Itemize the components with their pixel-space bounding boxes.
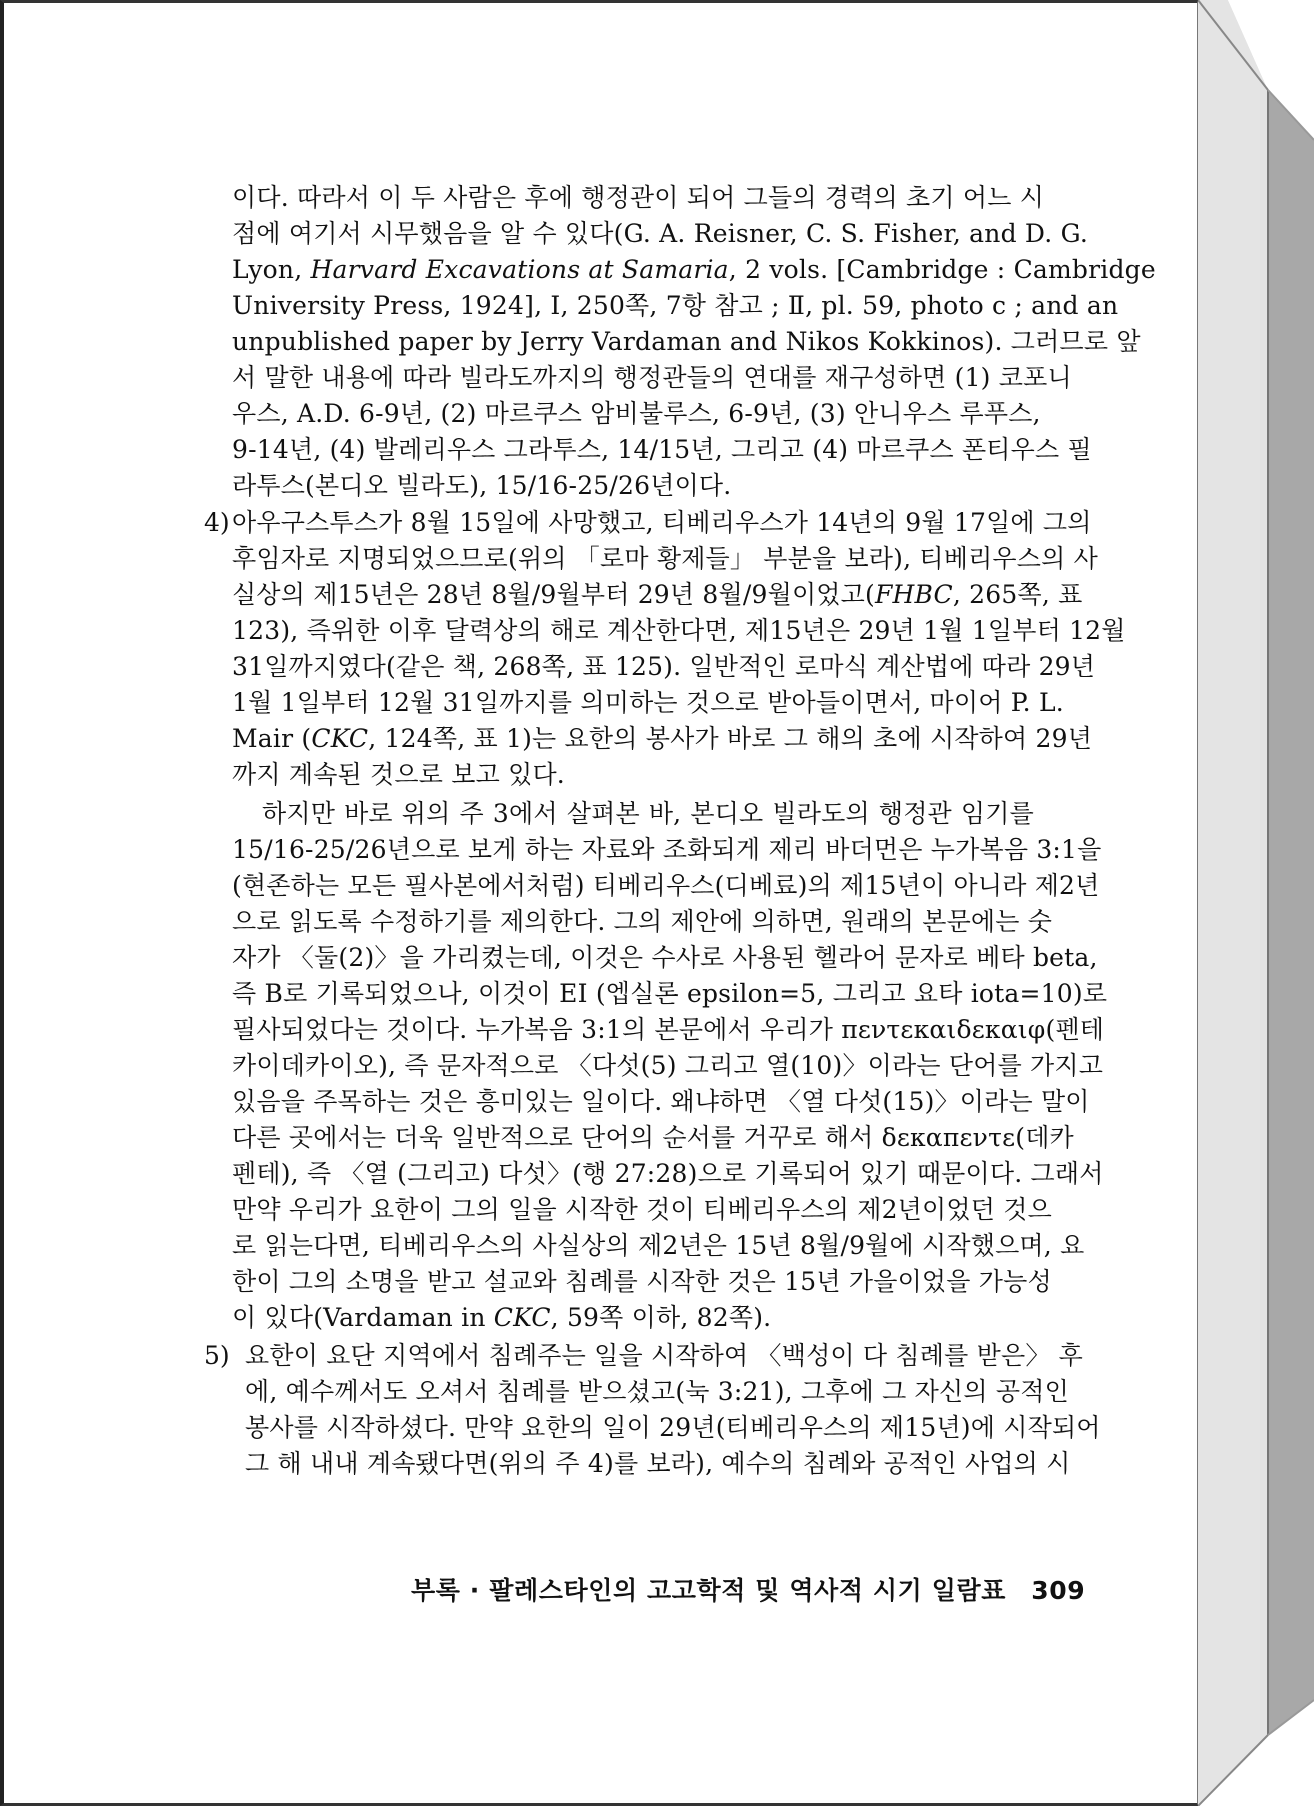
running-footer — [411, 1573, 1085, 1609]
note4-line: 로 읽는다면, 티베리우스의 사실상의 제2년은 15년 8월/9월에 시작했으며, 요 — [232, 1231, 1085, 1260]
note3-line: 우스, A.D. 6-9년, (2) 마르쿠스 암비불루스, 6-9년, (3) 안니우스 루푸스, — [232, 399, 1041, 428]
note-number: 4) — [204, 508, 230, 537]
note3-line: 서 말한 내용에 따라 빌라도까지의 행정관들의 연대를 재구성하면 (1) 코포니 — [232, 363, 1072, 392]
note4-line: 있음을 주목하는 것은 흥미있는 일이다. 왜냐하면 〈열 다섯(15)〉이라는 말이 — [232, 1087, 1090, 1116]
note4-line: 하지만 바로 위의 주 3에서 살펴본 바, 본디오 빌라도의 행정관 임기를 — [262, 799, 1034, 828]
running-title: 부록 · 팔레스타인의 고고학적 및 역사적 시기 일람표 — [411, 1576, 1006, 1605]
note4-line-italic-abbrev: Mair (CKC, 124쪽, 표 1)는 요한의 봉사가 바로 그 해의 초에 시작하여 29년 — [232, 724, 1093, 753]
book-edge — [1198, 0, 1314, 1806]
note4-line: 123), 즉위한 이후 달력상의 해로 계산한다면, 제15년은 29년 1월 1일부터 12월 — [232, 616, 1126, 645]
note5-line: 봉사를 시작하셨다. 만약 요한의 일이 29년(티베리우스의 제15년)에 시작되어 — [245, 1413, 1101, 1442]
note3-line: 9-14년, (4) 발레리우스 그라투스, 14/15년, 그리고 (4) 마르쿠스 폰티우스 필 — [232, 435, 1092, 464]
note4-line: 아우구스투스가 8월 15일에 사망했고, 티베리우스가 14년의 9월 17일에 그의 — [232, 508, 1092, 537]
note4-line: 다른 곳에서는 더욱 일반적으로 단어의 순서를 거꾸로 해서 δεκαπεντε(데카 — [232, 1123, 1074, 1152]
note4-line: (현존하는 모든 필사본에서처럼) 티베리우스(디베료)의 제15년이 아니라 제2년 — [232, 871, 1100, 900]
note5-line: 에, 예수께서도 오셔서 침례를 받으셨고(눅 3:21), 그후에 그 자신의 공적인 — [245, 1377, 1069, 1406]
note-number: 5) — [204, 1341, 230, 1370]
note3-line-italic-title: Lyon, Harvard Excavations at Samaria, 2 vols. [Cambridge : Cambridge — [232, 255, 1156, 284]
note4-line: 카이데카이오), 즉 문자적으로 〈다섯(5) 그리고 열(10)〉이라는 단어를 가지고 — [232, 1051, 1104, 1080]
note5-line: 요한이 요단 지역에서 침례주는 일을 시작하여 〈백성이 다 침례를 받은〉 후 — [245, 1341, 1084, 1370]
note4-line-italic-abbrev: 실상의 제15년은 28년 8월/9월부터 29년 8월/9월이었고(FHBC, 265쪽, 표 — [232, 580, 1083, 609]
note3-line: University Press, 1924], Ⅰ, 250쪽, 7항 참고 ; Ⅱ, pl. 59, photo c ; and an — [232, 291, 1119, 320]
note4-line: 만약 우리가 요한이 그의 일을 시작한 것이 티베리우스의 제2년이었던 것으 — [232, 1195, 1052, 1224]
note4-line: 자가 〈둘(2)〉을 가리켰는데, 이것은 수사로 사용된 헬라어 문자로 베타 beta, — [232, 943, 1098, 972]
note4-line: 15/16-25/26년으로 보게 하는 자료와 조화되게 제리 바더먼은 누가복음 3:1을 — [232, 835, 1102, 864]
note4-line: 즉 B로 기록되었으나, 이것이 EI (엡실론 epsilon=5, 그리고 요타 iota=10)로 — [232, 979, 1108, 1008]
note3-line: unpublished paper by Jerry Vardaman and Nikos Kokkinos). 그러므로 앞 — [232, 327, 1141, 356]
note4-line: 한이 그의 소명을 받고 설교와 침례를 시작한 것은 15년 가을이었을 가능성 — [232, 1267, 1052, 1296]
note4-line: 으로 읽도록 수정하기를 제의한다. 그의 제안에 의하면, 원래의 본문에는 숫 — [232, 907, 1053, 936]
note4-line: 1월 1일부터 12월 31일까지를 의미하는 것으로 받아들이면서, 마이어 P. L. — [232, 688, 1064, 717]
note4-line: 31일까지였다(같은 책, 268쪽, 표 125). 일반적인 로마식 계산법에 따라 29년 — [232, 652, 1096, 681]
note3-line: 이다. 따라서 이 두 사람은 후에 행정관이 되어 그들의 경력의 초기 어느 시 — [232, 183, 1045, 212]
note4-line: 까지 계속된 것으로 보고 있다. — [232, 760, 565, 789]
note5-line: 그 해 내내 계속됐다면(위의 주 4)를 보라), 예수의 침례와 공적인 사업의 시 — [245, 1449, 1071, 1478]
note4-line-italic-abbrev: 이 있다(Vardaman in CKC, 59쪽 이하, 82쪽). — [232, 1303, 772, 1332]
note3-line: 라투스(본디오 빌라도), 15/16-25/26년이다. — [232, 471, 732, 500]
note3-line: 점에 여기서 시무했음을 알 수 있다(G. A. Reisner, C. S. Fisher, and D. G. — [232, 219, 1088, 248]
note4-line: 펜테), 즉 〈열 (그리고) 다섯〉(행 27:28)으로 기록되어 있기 때문이다. 그래서 — [232, 1159, 1104, 1188]
note4-line: 후임자로 지명되었으므로(위의 「로마 황제들」 부분을 보라), 티베리우스의 사 — [232, 544, 1098, 573]
page-number: 309 — [1031, 1576, 1086, 1605]
note4-line: 필사되었다는 것이다. 누가복음 3:1의 본문에서 우리가 πεντεκαιδεκαιφ(펜테 — [232, 1015, 1105, 1044]
